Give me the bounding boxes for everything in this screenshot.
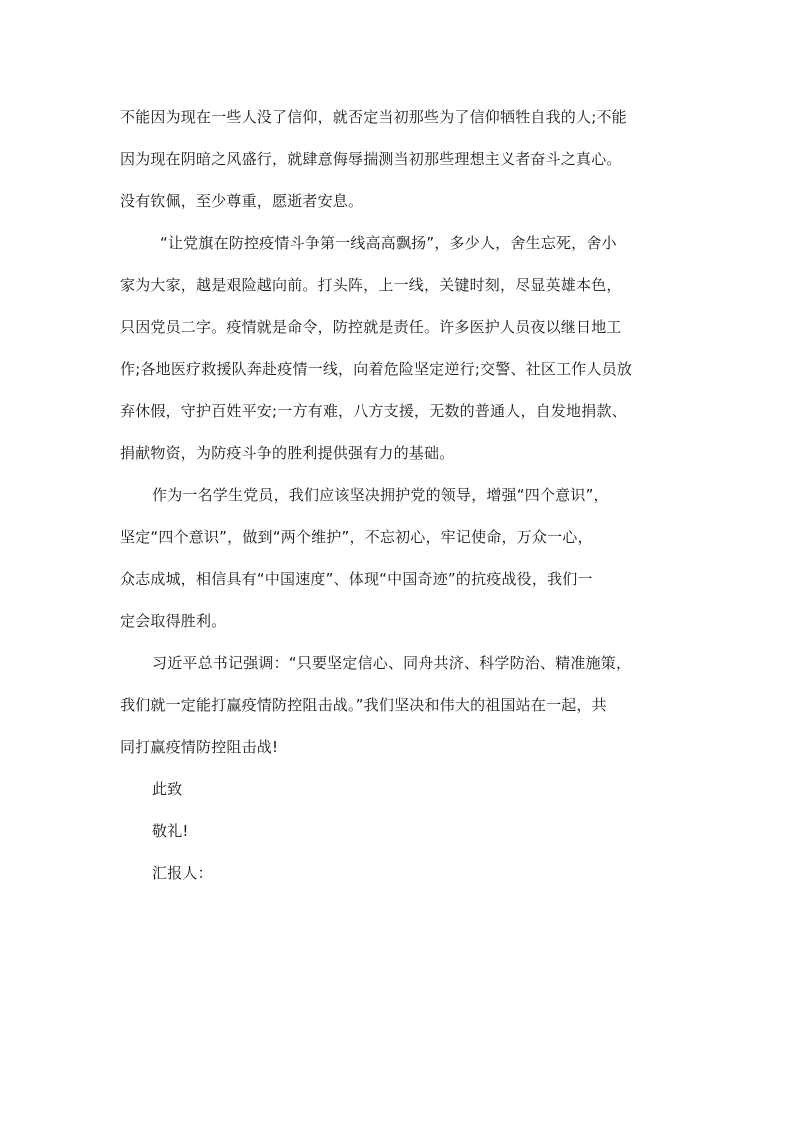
closing-line: 此致 [152,780,183,798]
salutation-line: 敬礼! [152,822,189,840]
paragraph-line: 家为大家，越是艰险越向前。打头阵，上一线，关键时刻，尽显英雄本色， [120,276,622,294]
paragraph-line: 作;各地医疗救援队奔赴疫情一线，向着危险坚定逆行;交警、社区工作人员放 [120,360,633,378]
paragraph-line: 没有钦佩，至少尊重，愿逝者安息。 [120,192,364,210]
paragraph-line: 只因党员二字。疫情就是命令，防控就是责任。许多医护人员夜以继日地工 [120,318,622,336]
reporter-line: 汇报人： [152,864,213,882]
paragraph-line: “让党旗在防控疫情斗争第一线高高飘扬”，多少人，舍生忘死，舍小 [160,234,617,252]
paragraph-line: 众志成城，相信具有“中国速度”、体现“中国奇迹”的抗疫战役，我们一 [120,570,593,588]
paragraph-line: 作为一名学生党员，我们应该坚决拥护党的领导，增强“四个意识”， [152,486,609,504]
paragraph-line: 捐献物资，为防疫斗争的胜利提供强有力的基础。 [120,444,455,462]
paragraph-line: 定会取得胜利。 [120,612,227,630]
paragraph-line: 同打赢疫情防控阻击战! [120,738,279,756]
paragraph-line: 弃休假，守护百姓平安;一方有难，八方支援，无数的普通人，自发地捐款、 [120,402,627,420]
paragraph-line: 不能因为现在一些人没了信仰，就否定当初那些为了信仰牺牲自我的人;不能 [120,108,627,126]
paragraph-line: 我们就一定能打赢疫情防控阻击战。”我们坚决和伟大的祖国站在一起，共 [120,696,607,714]
paragraph-line: 习近平总书记强调：“只要坚定信心、同舟共济、科学防治、精准施策， [152,654,632,672]
paragraph-line: 因为现在阴暗之风盛行，就肆意侮辱揣测当初那些理想主义者奋斗之真心。 [120,150,622,168]
paragraph-line: 坚定“四个意识”，做到“两个维护”，不忘初心，牢记使命，万众一心， [120,528,593,546]
